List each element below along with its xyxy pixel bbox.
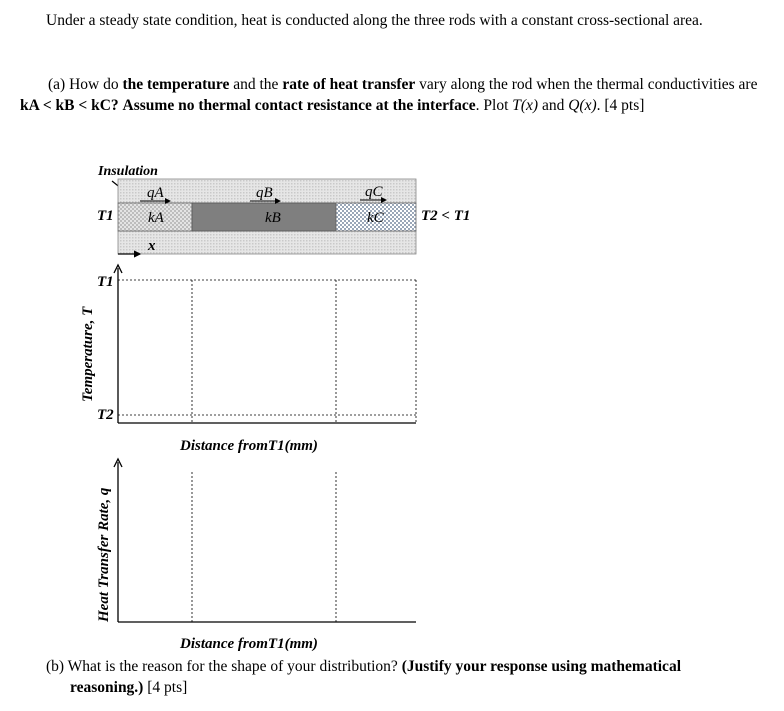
part-a-bold-heat-rate: rate of heat transfer [282, 76, 416, 93]
part-a-bold-assumption: Assume no thermal contact resistance at the interface [122, 97, 476, 114]
temp-tick-t1: T1 [97, 274, 114, 290]
kc-label: kC [367, 210, 384, 226]
part-b-tail: [4 pts] [143, 679, 188, 696]
part-a-tail: . [4 pts] [596, 97, 645, 114]
part-a-italic-tx: T(x) [512, 97, 539, 114]
intro-text: Under a steady state condition, heat is conducted along the three rods with a constant cross-sectional area. [46, 12, 703, 29]
heat-y-label: Heat Transfer Rate, q [96, 487, 112, 622]
insulation-label: Insulation [98, 164, 158, 179]
qc-label: qC [365, 184, 383, 200]
qb-label: qB [256, 185, 273, 201]
qa-label: qA [147, 185, 164, 201]
insulation-bottom [118, 231, 416, 254]
part-a-italic-qx: Q(x) [568, 97, 597, 114]
temp-tick-t2: T2 [97, 407, 114, 423]
heat-x-label: Distance fromT1(mm) [180, 636, 318, 652]
condition-label: T2 < T1 [421, 208, 471, 224]
part-a-mid2: vary along the rod when the thermal conductivities are [415, 76, 758, 93]
part-b-lead: (b) What is the reason for the shape of your distribution? [46, 658, 402, 675]
part-a-mid4: . Plot [475, 97, 513, 114]
ka-label: kA [148, 210, 164, 226]
diagram-t1-label: T1 [97, 208, 114, 224]
part-a-mid1: and the [229, 76, 283, 93]
temp-y-label: Temperature, T [80, 306, 96, 402]
x-label: x [148, 238, 156, 254]
part-a-lead: (a) How do [48, 76, 123, 93]
temp-x-label: Distance fromT1(mm) [180, 438, 318, 454]
part-a-bold-temperature: the temperature [122, 76, 230, 93]
part-a-bold-conductivities: kA < kB < kC? [20, 97, 119, 114]
part-b-bold2: reasoning.) [70, 679, 144, 696]
part-a-mid5: and [538, 97, 569, 114]
rod-b [192, 203, 336, 231]
part-b-bold1: (Justify your response using mathematical [401, 658, 681, 675]
kb-label: kB [265, 210, 281, 226]
part-b-question [46, 656, 746, 698]
